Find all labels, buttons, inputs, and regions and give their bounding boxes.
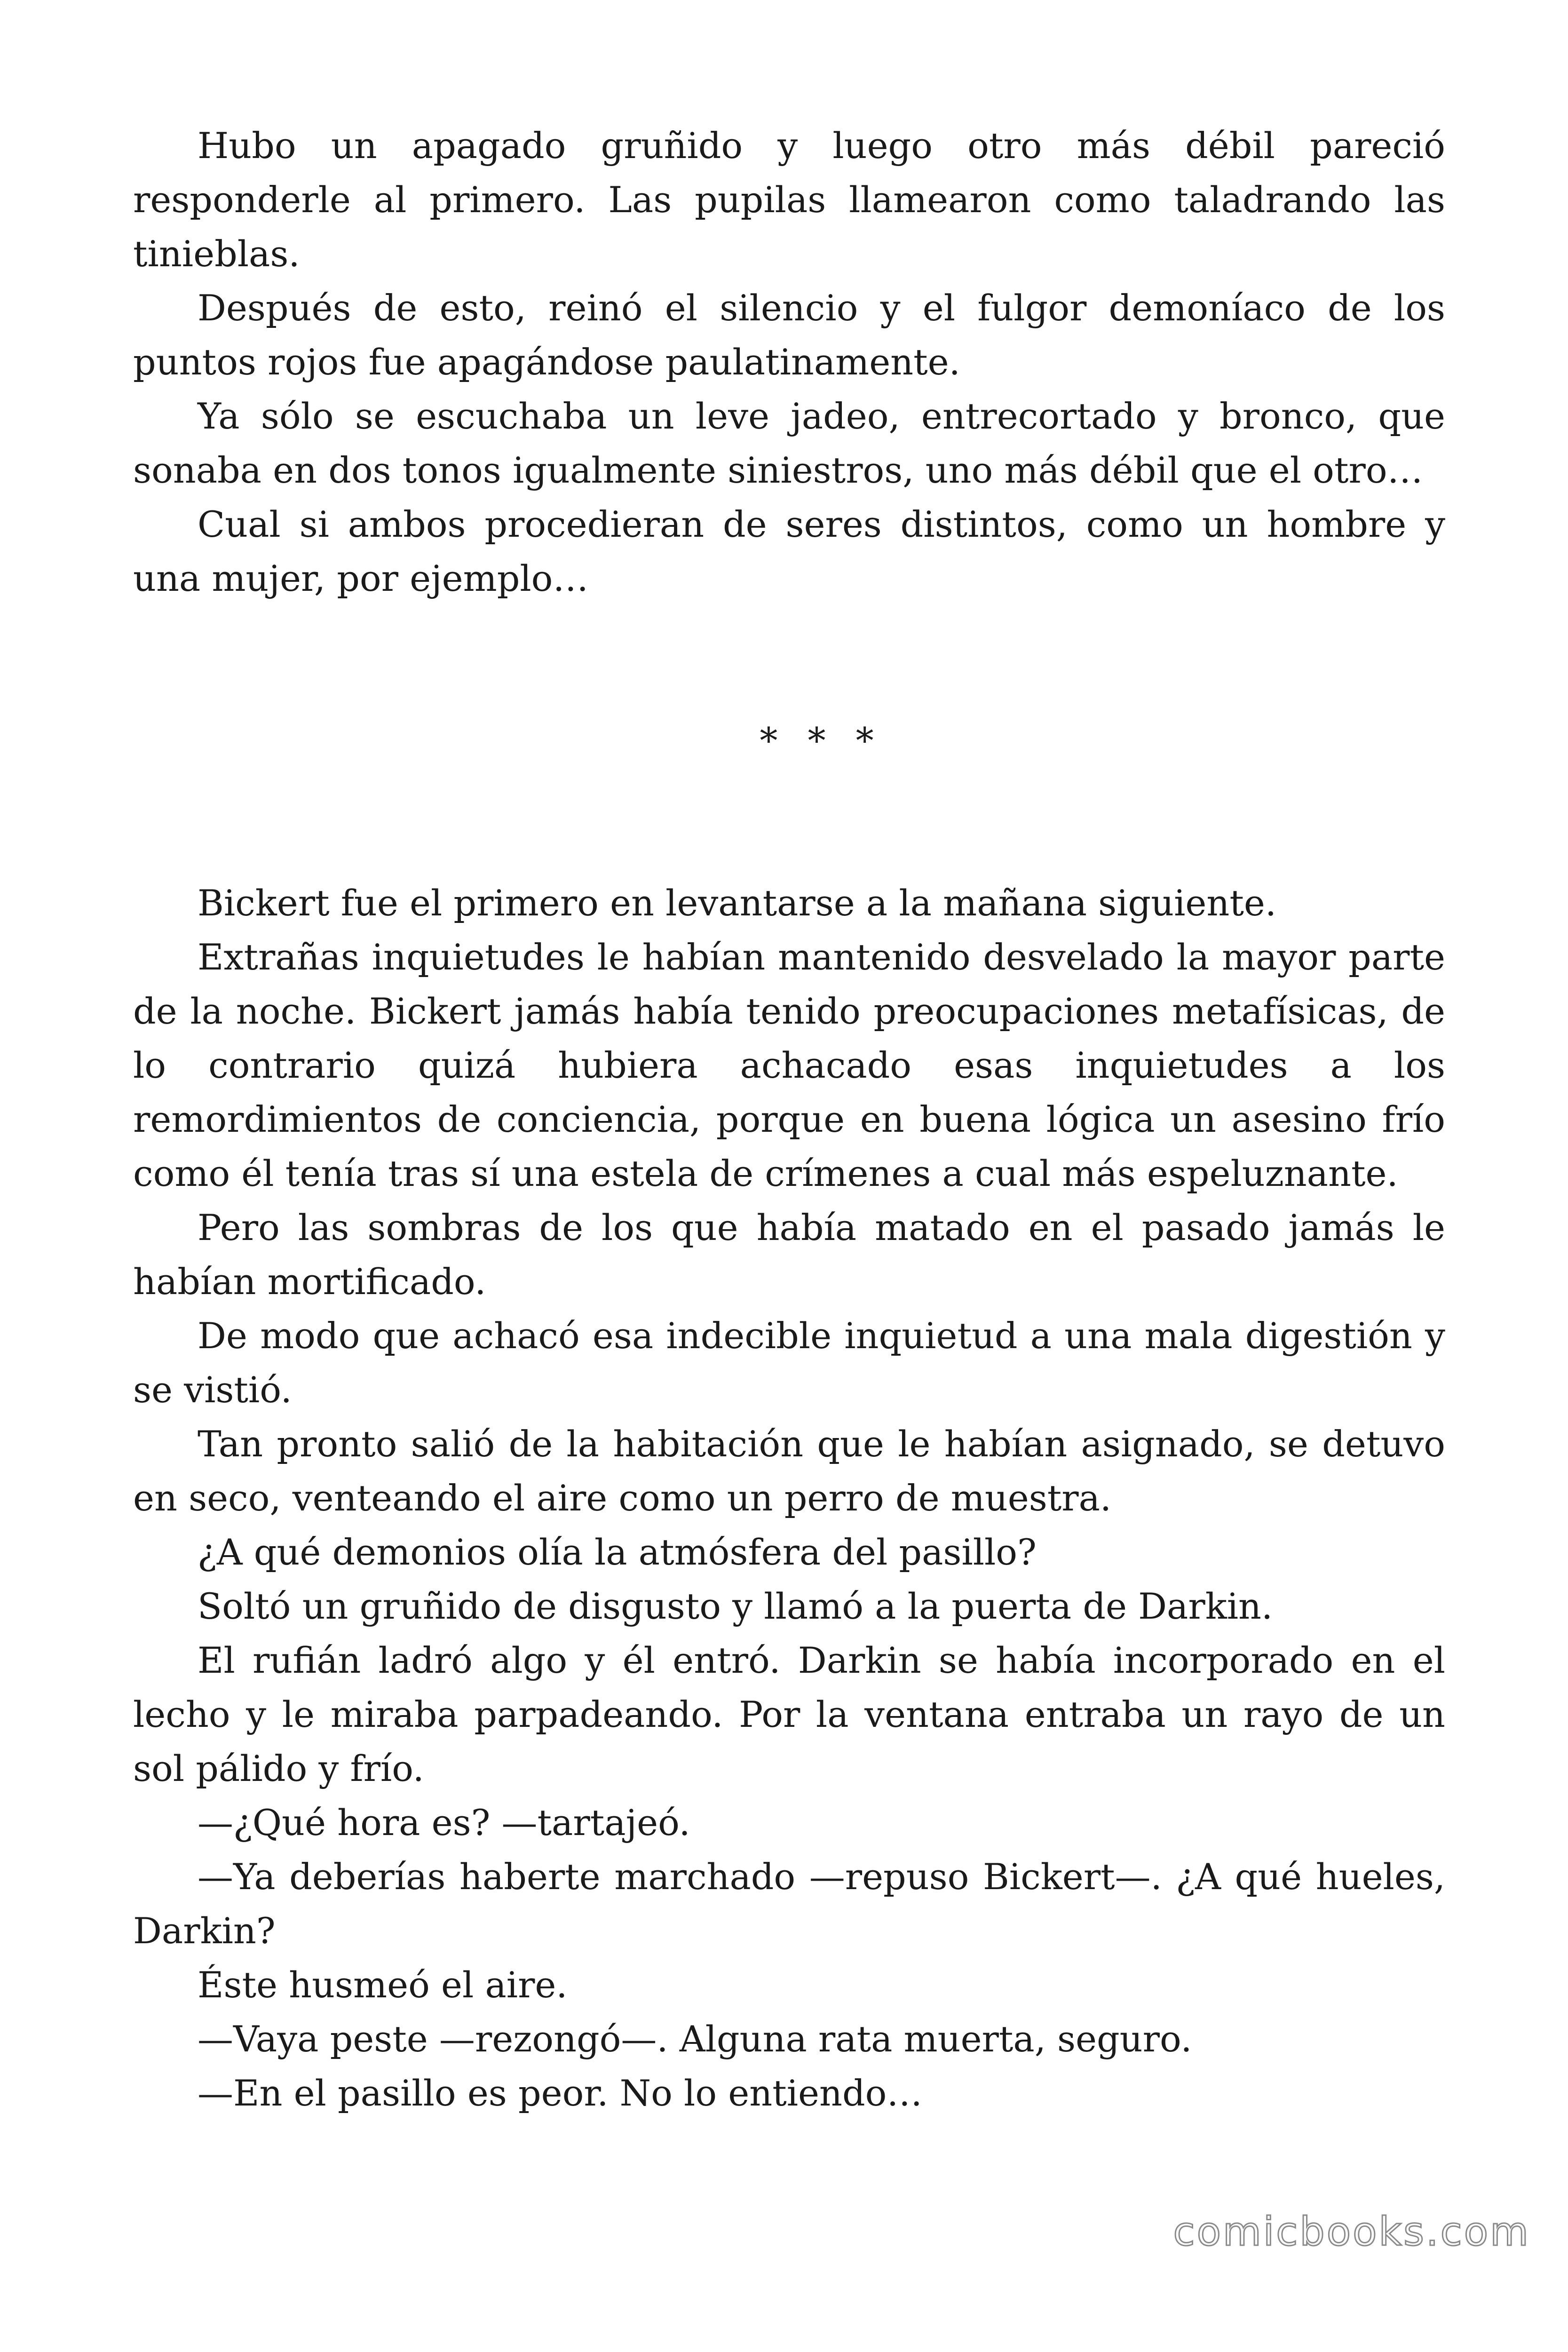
paragraph: Hubo un apagado gruñido y luego otro más débil pareció responderle al primero. Las pupilas llamearon como taladrando las tinieblas. bbox=[133, 125, 1445, 275]
paragraph: Ya sólo se escuchaba un leve jadeo, entrecortado y bronco, que sonaba en dos tonos igualmente siniestros, uno más débil que el otro… bbox=[133, 395, 1445, 491]
paragraph: Soltó un gruñido de disgusto y llamó a la puerta de Darkin. bbox=[198, 1585, 1273, 1627]
paragraph: De modo que achacó esa indecible inquietud a una mala digestión y se vistió. bbox=[133, 1315, 1445, 1411]
paragraph: Tan pronto salió de la habitación que le habían asignado, se detuvo en seco, venteando el aire como un perro de muestra. bbox=[133, 1423, 1445, 1519]
section-separator: * * * bbox=[760, 720, 883, 762]
book-page bbox=[133, 119, 1445, 2120]
paragraph: Después de esto, reinó el silencio y el fulgor demoníaco de los puntos rojos fue apagándose paulatinamente. bbox=[133, 287, 1445, 383]
paragraph: —¿Qué hora es? —tartajeó. bbox=[198, 1802, 690, 1843]
paragraph: ¿A qué demonios olía la atmósfera del pasillo? bbox=[198, 1531, 1037, 1573]
paragraph: —En el pasillo es peor. No lo entiendo… bbox=[198, 2072, 923, 2114]
paragraph: El rufián ladró algo y él entró. Darkin se había incorporado en el lecho y le miraba parpadeando. Por la ventana entraba un rayo de un sol pálido y frío. bbox=[133, 1639, 1445, 1789]
paragraph: Éste husmeó el aire. bbox=[198, 1964, 568, 2006]
paragraph: —Ya deberías haberte marchado —repuso Bickert—. ¿A qué hueles, Darkin? bbox=[133, 1856, 1445, 1952]
paragraph: —Vaya peste —rezongó—. Alguna rata muerta, seguro. bbox=[198, 2018, 1192, 2060]
paragraph: Cual si ambos procedieran de seres distintos, como un hombre y una mujer, por ejemplo… bbox=[133, 503, 1445, 599]
paragraph: Pero las sombras de los que había matado en el pasado jamás le habían mortificado. bbox=[133, 1207, 1445, 1303]
paragraph: Bickert fue el primero en levantarse a la mañana siguiente. bbox=[198, 882, 1276, 924]
watermark-logo: comicbooks.com bbox=[1173, 2209, 1530, 2255]
paragraph: Extrañas inquietudes le habían mantenido desvelado la mayor parte de la noche. Bickert jamás había tenido preocupaciones metafísicas, de lo contrario quizá hubiera achacado esas inquietudes a los remordimientos de conciencia, porque en buena lógica un asesino frío como él tenía tras sí una estela de crímenes a cual más espeluznante. bbox=[133, 936, 1445, 1194]
